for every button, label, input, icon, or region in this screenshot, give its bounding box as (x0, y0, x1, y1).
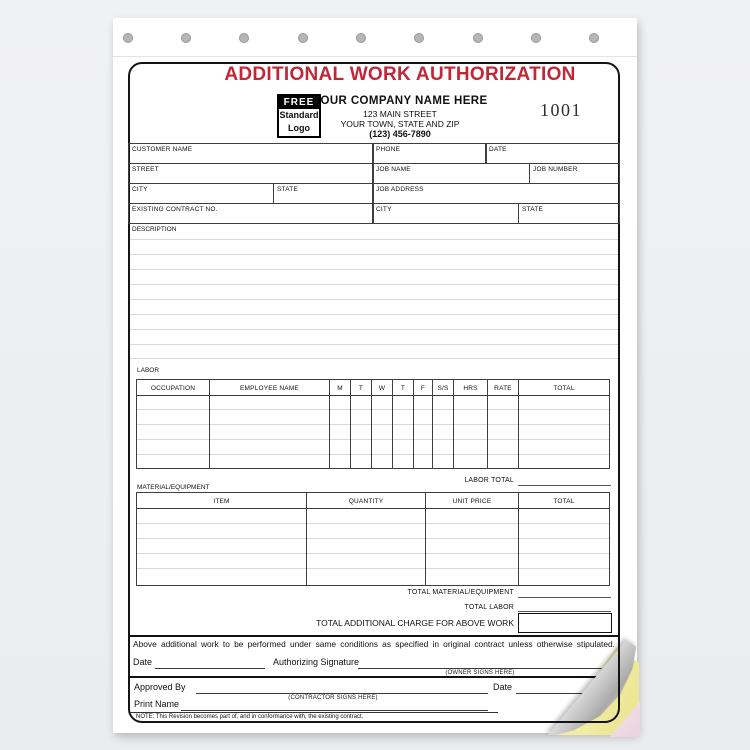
labor-body-cell (392, 395, 414, 469)
punch-hole (123, 33, 133, 43)
labor-col-wed: W (371, 379, 393, 396)
company-street: 123 MAIN STREET (363, 109, 437, 119)
field-job-city: CITY (372, 203, 519, 224)
logo-logo-label: Logo (288, 123, 310, 133)
statement-divider (128, 635, 620, 637)
punch-hole (239, 33, 249, 43)
punch-hole (473, 33, 483, 43)
note-divider (130, 712, 498, 713)
material-col-total: TOTAL (518, 492, 610, 509)
total-labor-line (518, 611, 611, 612)
labor-body-cell (453, 395, 488, 469)
labor-col-tue: T (350, 379, 372, 396)
material-label: MATERIAL/EQUIPMENT (137, 484, 210, 491)
approved-date-label: Date (493, 682, 513, 692)
field-phone: PHONE (372, 143, 487, 164)
labor-total-label: LABOR TOTAL (464, 477, 514, 484)
company-phone: (123) 456-7890 (369, 129, 431, 139)
field-state: STATE (273, 183, 374, 204)
field-job-name: JOB NAME (372, 163, 530, 184)
punch-hole (589, 33, 599, 43)
total-labor-label: TOTAL LABOR (464, 604, 514, 611)
labor-col-ss: S/S (432, 379, 454, 396)
total-material-label: TOTAL MATERIAL/EQUIPMENT (407, 589, 514, 596)
authorizing-signature-label: Authorizing Signature (273, 657, 360, 667)
labor-body-cell (329, 395, 351, 469)
labor-col-thu: T (392, 379, 414, 396)
field-job-number: JOB NUMBER (529, 163, 620, 184)
field-job-address: JOB ADDRESS (372, 183, 620, 204)
material-col-quantity: QUANTITY (306, 492, 426, 509)
material-body-cell (306, 508, 426, 586)
form-title: ADDITIONAL WORK AUTHORIZATION (224, 64, 576, 85)
print-name-label: Print Name (134, 699, 180, 709)
punch-hole (298, 33, 308, 43)
statement-text: Above additional work to be performed under same conditions as specified in original contract unless otherwise stipulated. (133, 639, 615, 649)
punch-hole (531, 33, 541, 43)
owner-signs-hint: (OWNER SIGNS HERE) (445, 670, 515, 676)
approved-by-line (196, 693, 488, 694)
labor-body-cell (518, 395, 610, 469)
field-date: DATE (485, 143, 620, 164)
total-material-line (518, 597, 611, 598)
labor-label: LABOR (137, 367, 160, 374)
labor-body-cell (432, 395, 454, 469)
labor-body-cell (413, 395, 433, 469)
material-body-cell (518, 508, 610, 586)
grand-total-box (518, 613, 612, 633)
contractor-signs-hint: (CONTRACTOR SIGNS HERE) (288, 695, 378, 701)
date-line (155, 668, 265, 669)
labor-body-cell (350, 395, 372, 469)
labor-col-hrs: HRS (453, 379, 488, 396)
labor-col-fri: F (413, 379, 433, 396)
approved-by-label: Approved By (134, 682, 186, 692)
punch-hole (181, 33, 191, 43)
grand-total-label: TOTAL ADDITIONAL CHARGE FOR ABOVE WORK (316, 618, 514, 628)
logo-free-label: FREE (279, 96, 319, 109)
logo-standard-label: Standard (279, 110, 319, 120)
field-city: CITY (128, 183, 274, 204)
form-border-corner (545, 640, 620, 723)
field-existing-contract-no: EXISTING CONTRACT NO. (128, 203, 374, 224)
labor-col-rate: RATE (487, 379, 519, 396)
print-name-line (181, 710, 488, 711)
material-body-cell (425, 508, 519, 586)
field-job-state: STATE (518, 203, 620, 224)
labor-body-cell (209, 395, 330, 469)
note-text: NOTE: This Revision becomes part of, and in conformance with, the existing contract. (136, 714, 364, 720)
company-city-state-zip: YOUR TOWN, STATE AND ZIP (340, 119, 460, 129)
labor-col-occupation: OCCUPATION (136, 379, 210, 396)
company-name: YOUR COMPANY NAME HERE (312, 95, 488, 107)
labor-body-cell (487, 395, 519, 469)
material-col-unit-price: UNIT PRICE (425, 492, 519, 509)
field-street: STREET (128, 163, 374, 184)
labor-body-cell (136, 395, 210, 469)
labor-body-cell (371, 395, 393, 469)
material-col-item: ITEM (136, 492, 307, 509)
form-number: 1001 (540, 100, 582, 120)
labor-col-mon: M (329, 379, 351, 396)
labor-col-employee-name: EMPLOYEE NAME (209, 379, 330, 396)
field-customer-name: CUSTOMER NAME (128, 143, 374, 164)
description-label: DESCRIPTION (132, 226, 177, 233)
punch-hole (414, 33, 424, 43)
perforation-line (113, 56, 637, 57)
punch-hole (356, 33, 366, 43)
material-body-cell (136, 508, 307, 586)
date-label: Date (133, 657, 153, 667)
labor-col-total: TOTAL (518, 379, 610, 396)
labor-total-line (518, 485, 611, 486)
